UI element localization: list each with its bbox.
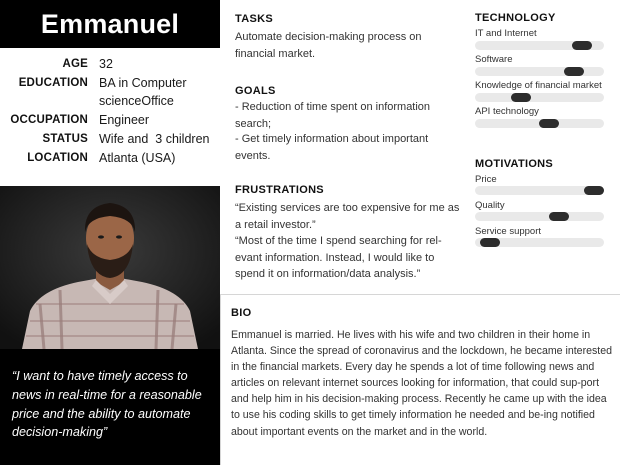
motivation-knob [549,212,569,221]
motivation-label: Quality [475,200,505,211]
technology-label: Knowledge of financial market [475,80,602,91]
goals-line-2: - Get timely information about important events. [235,133,429,162]
technology-track [475,41,604,50]
technology-track [475,119,604,128]
technology-knob [572,41,592,50]
tasks-title: TASKS [235,13,273,25]
frustrations-title: FRUSTRATIONS [235,184,324,196]
persona-photo [0,186,220,349]
technology-title: TECHNOLOGY [475,12,556,24]
technology-track [475,67,604,76]
frustrations-line-2: “Most of the time I spend searching for rel-evant information. Instead, I would like to spend it on information/data analysis.” [235,235,442,280]
motivation-track [475,238,604,247]
technology-knob [539,119,559,128]
bio-title: BIO [231,307,252,319]
motivation-label: Service support [475,226,542,237]
detail-value: Engineer [99,113,150,127]
technology-knob [564,67,584,76]
motivation-label: Price [475,174,497,185]
frustrations-line-1: “Existing services are too expensive for me as a retail investor.” [235,202,460,231]
detail-label: AGE [62,58,88,70]
technology-knob [511,93,531,102]
motivation-knob [584,186,604,195]
motivation-knob [480,238,500,247]
goals-line-1: - Reduction of time spent on information search; [235,101,431,130]
detail-label: EDUCATION [18,77,88,89]
technology-track [475,93,604,102]
motivation-track [475,212,604,221]
motivation-track [475,186,604,195]
tasks-text: Automate decision-making process on financial market. [235,31,422,60]
persona-name: Emmanuel [40,8,180,39]
technology-label: Software [475,54,513,65]
detail-value: 32 [99,57,113,71]
goals-title: GOALS [235,85,276,97]
detail-label: STATUS [42,133,88,145]
bio-section [220,294,620,465]
technology-label: API technology [475,106,539,117]
persona-quote-box [0,349,220,465]
bio-text: Emmanuel is married. He lives with his wife and two children in their home in Atlanta. Since the spread of coronavirus and the lockdown, he became interested in the financial markets. Every day he spends a lot of time following news and articles on relevant internet sources looking for information, that could sup-port and help him in his decision-making process. Recently he came up with the idea to use his coding skills to get timely information he needed and be-ing notified about important events on the market and in the world. [231,329,613,438]
person-illustration [0,186,220,349]
detail-value: Atlanta (USA) [99,151,176,165]
technology-label: IT and Internet [475,28,537,39]
detail-value: Wife and 3 children [99,132,210,146]
motivations-title: MOTIVATIONS [475,158,554,170]
persona-name-bar [0,0,220,48]
persona-details [0,48,220,186]
detail-label: LOCATION [27,152,88,164]
detail-value: BA in Computer scienceOffice [99,76,187,108]
persona-quote: “I want to have timely access to news in real-time for a reasonable price and the ability to automate decision-making” [12,369,202,440]
detail-label: OCCUPATION [10,114,88,126]
